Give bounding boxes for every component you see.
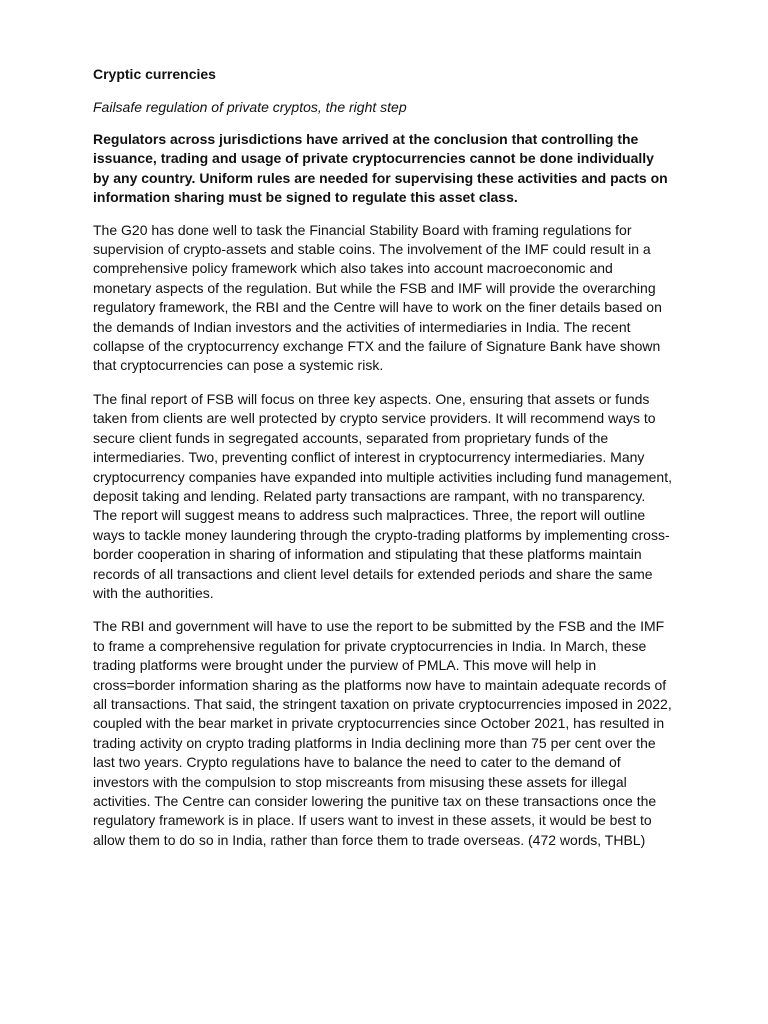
document-page <box>93 64 673 864</box>
body-paragraph-3: The RBI and government will have to use the report to be submitted by the FSB and the IMF to frame a comprehensive regulation for private cryptocurrencies in India. In March, these trading platforms were brought under the purview of PMLA. This move will help in cross=border information sharing as the platforms now have to maintain adequate records of all transactions. That said, the stringent taxation on private cryptocurrencies imposed in 2022, coupled with the bear market in private cryptocurrencies since October 2021, has resulted in trading activity on crypto trading platforms in India declining more than 75 per cent over the last two years. Crypto regulations have to balance the need to cater to the demand of investors with the compulsion to stop miscreants from misusing these assets for illegal activities. The Centre can consider lowering the punitive tax on these transactions once the regulatory framework is in place. If users want to invest in these assets, it would be best to allow them to do so in India, rather than force them to trade overseas. (472 words, THBL) <box>93 618 672 848</box>
body-paragraph-2: The final report of FSB will focus on three key aspects. One, ensuring that assets or funds taken from clients are well protected by crypto service providers. It will recommend ways to secure client funds in segregated accounts, separated from proprietary funds of the intermediaries. Two, preventing conflict of interest in cryptocurrency intermediaries. Many cryptocurrency companies have expanded into multiple activities including fund management, deposit taking and lending. Related party transactions are rampant, with no transparency. The report will suggest means to address such malpractices. Three, the report will outline ways to tackle money laundering through the crypto-trading platforms by implementing cross-border cooperation in sharing of information and stipulating that these platforms maintain records of all transactions and client level details for extended periods and share the same with the authorities. <box>93 390 672 601</box>
body-paragraph-1: The G20 has done well to task the Financial Stability Board with framing regulations for supervision of crypto-assets and stable coins. The involvement of the IMF could result in a comprehensive policy framework which also takes into account macroeconomic and monetary aspects of the regulation. But while the FSB and IMF will provide the overarching regulatory framework, the RBI and the Centre will have to work on the finer details based on the demands of Indian investors and the activities of intermediaries in India. The recent collapse of the cryptocurrency exchange FTX and the failure of Signature Bank have shown that cryptocurrencies can pose a systemic risk. <box>93 221 662 374</box>
document-title: Cryptic currencies <box>93 66 216 82</box>
document-subtitle: Failsafe regulation of private cryptos, the right step <box>93 99 407 115</box>
document-lede: Regulators across jurisdictions have arrived at the conclusion that controlling the issuance, trading and usage of private cryptocurrencies cannot be done individually by any country. Uniform rules are needed for supervising these activities and pacts on information sharing must be signed to regulate this asset class. <box>93 131 668 206</box>
